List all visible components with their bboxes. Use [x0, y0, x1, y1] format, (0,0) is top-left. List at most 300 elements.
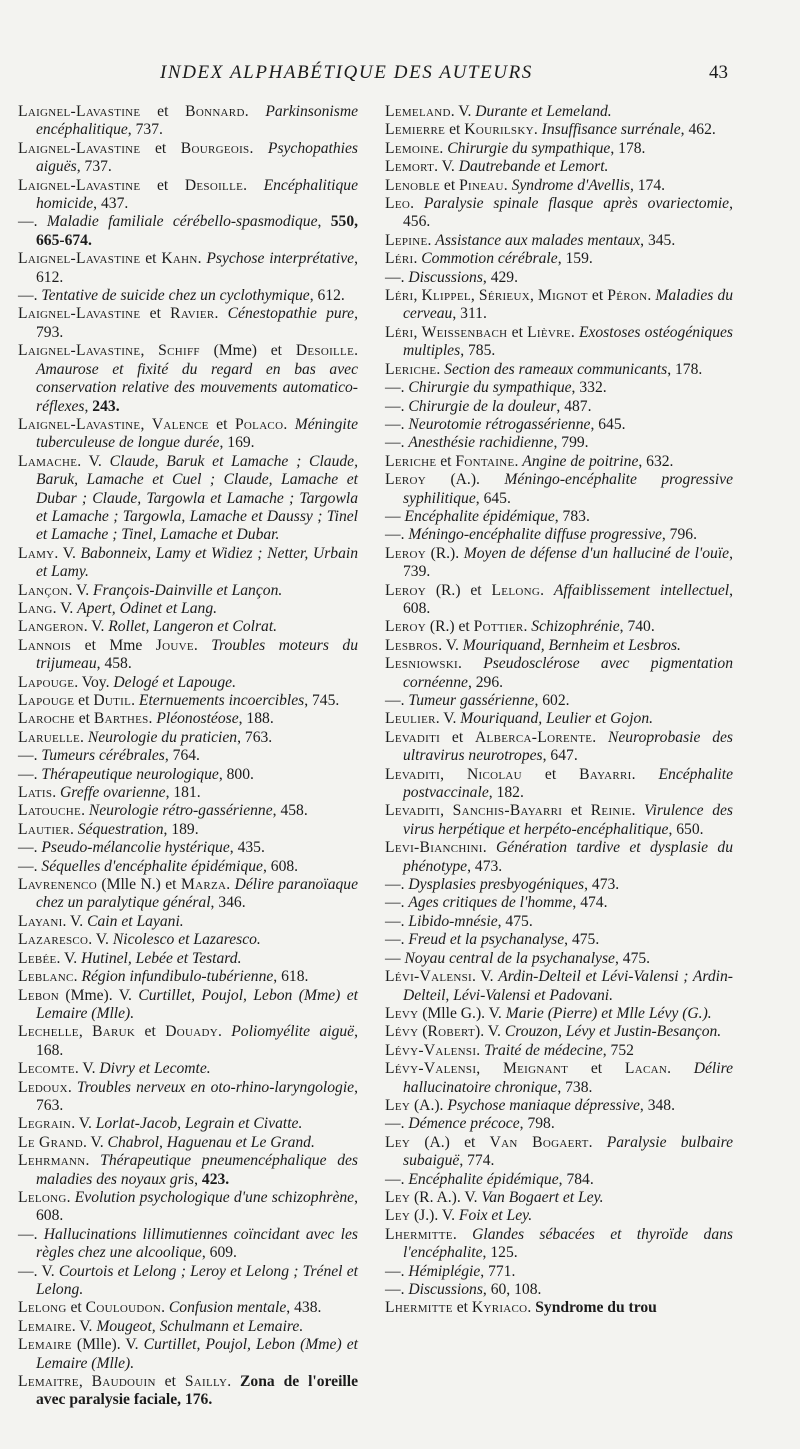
entry-text: .: [217, 1023, 232, 1041]
entry-text: Legrain: [18, 1115, 72, 1133]
index-entry: [385, 839, 733, 876]
entry-text: , 645.: [590, 415, 626, 433]
entry-text: Hallucinations lillimutiennes coïncidant avec les règles chez une alcoolique: [36, 1225, 358, 1262]
entry-text: —.: [18, 287, 42, 305]
entry-text: Amaurose et fixité du regard en bas avec conservation relative des mouvements automatico-réflexes: [36, 360, 358, 415]
index-entry: [18, 913, 358, 931]
index-entry: [385, 177, 733, 195]
entry-text: . V.: [88, 931, 113, 949]
entry-text: , 774.: [459, 1152, 495, 1170]
entry-text: Reinie: [590, 802, 632, 820]
entry-text: ,: [194, 1170, 202, 1188]
entry-text: Chabrol, Haguenau et Le Grand.: [107, 1133, 315, 1151]
entry-text: Dautrebande et Lemort.: [458, 158, 609, 176]
entry-text: —.: [385, 894, 409, 912]
entry-text: . V.: [56, 949, 82, 967]
entry-text: (Mlle N.) et: [96, 876, 181, 894]
entry-text: et: [440, 728, 475, 746]
entry-text: (J.). V.: [410, 1207, 459, 1225]
entry-text: , 311.: [452, 305, 487, 323]
entry-text: . V.: [62, 912, 88, 930]
entry-text: Discussions: [408, 1281, 483, 1298]
index-entry: [18, 821, 358, 839]
index-entry: [18, 747, 358, 765]
entry-text: , 783.: [554, 507, 590, 525]
entry-text: —.: [18, 1225, 44, 1243]
entry-text: Van Bogaert et Ley.: [481, 1188, 604, 1206]
entry-text: Exostoses ostéogéniques multiples: [403, 323, 733, 360]
entry-text: .: [540, 581, 554, 599]
entry-text: , 188.: [238, 710, 274, 728]
entry-text: (R.) et: [425, 581, 492, 599]
entry-text: , 435.: [229, 839, 265, 857]
index-entry: [18, 692, 358, 710]
entry-text: et: [445, 121, 465, 139]
entry-text: et: [208, 415, 235, 433]
entry-text: Marza: [180, 876, 227, 894]
entry-text: Encéphalitique homicide: [36, 176, 358, 213]
entry-text: Lechelle: [18, 1023, 79, 1041]
entry-text: , 632.: [638, 452, 674, 470]
entry-text: —.: [18, 765, 42, 783]
entry-text: et: [155, 1373, 185, 1391]
entry-text: .: [81, 802, 89, 820]
entry-text: —.: [385, 1281, 409, 1298]
entry-text: —.: [385, 1170, 409, 1188]
entry-text: Encéphalite épidémique: [404, 507, 555, 525]
entry-text: , 487.: [556, 397, 592, 415]
entry-text: .: [413, 250, 422, 268]
entry-text: Psychose interprétative: [206, 250, 355, 268]
entry-text: Syndrome du trou: [535, 1299, 657, 1317]
index-entry: [18, 342, 358, 416]
entry-text: Mougeot, Schulmann et Lemaire.: [96, 1317, 304, 1335]
entry-text: et: [140, 176, 185, 194]
index-entry: [385, 416, 733, 434]
index-entry: [385, 434, 733, 452]
entry-text: Libido-mnésie: [408, 912, 498, 930]
entry-text: ,: [440, 802, 453, 820]
entry-text: .: [647, 287, 656, 305]
entry-text: Lhermitte: [385, 1299, 453, 1317]
index-entry: [385, 1226, 733, 1263]
entry-text: .: [631, 802, 645, 820]
entry-text: Angine de poitrine: [522, 452, 639, 470]
entry-text: .: [52, 784, 61, 802]
entry-text: Laruelle: [18, 728, 81, 746]
entry-text: , 346.: [210, 894, 246, 912]
entry-text: Kyriaco: [471, 1299, 528, 1317]
entry-text: Séquelles d'encéphalite épidémique: [41, 857, 263, 875]
index-entry: [385, 545, 733, 582]
index-entry: [385, 950, 733, 968]
index-entry: [385, 269, 733, 287]
entry-text: Virulence des virus herpétique et herpéto-encéphalitique: [403, 802, 733, 838]
entry-text: .: [66, 1188, 75, 1206]
entry-text: , 739.: [403, 544, 733, 581]
entry-text: Noyau central de la psychanalyse: [404, 949, 615, 967]
index-entry: [18, 618, 358, 636]
entry-text: , 745.: [304, 692, 340, 709]
entry-text: Laignel-Lavastine: [18, 415, 141, 433]
entry-text: Psychose maniaque dépressive: [447, 1096, 640, 1114]
entry-text: (Mlle G.). V.: [418, 1004, 506, 1022]
index-entry: [385, 1042, 733, 1060]
index-entry: [18, 582, 358, 600]
index-entry: [385, 140, 733, 158]
entry-text: Mouriquand, Leulier et Gojon.: [460, 710, 654, 728]
entry-text: Dysplasies presbyogéniques: [408, 876, 585, 894]
entry-text: Lévy-Valensi: [385, 1041, 477, 1059]
index-entry: [18, 416, 358, 453]
entry-text: 550, 665-674.: [36, 213, 359, 249]
entry-text: .: [69, 820, 78, 838]
entry-text: Leriche: [385, 452, 437, 470]
index-entry: [385, 1005, 733, 1023]
entry-text: Parkinsonisme encéphalitique: [36, 103, 358, 139]
entry-text: Séquestration: [77, 820, 164, 838]
entry-text: ,: [413, 323, 422, 341]
entry-text: Nicolesco et Lazaresco.: [112, 931, 261, 949]
entry-text: et: [140, 250, 162, 268]
entry-text: , 473.: [584, 876, 620, 894]
index-entry: [385, 195, 733, 232]
entry-text: . V.: [82, 1133, 108, 1151]
entry-text: .: [193, 636, 212, 654]
entry-text: .: [283, 415, 295, 433]
entry-text: .: [570, 323, 579, 341]
index-entry: [385, 324, 733, 361]
index-entry: [385, 1263, 733, 1281]
entry-text: Assistance aux malades mentaux: [435, 231, 641, 249]
entry-text: Laignel-Lavastine: [18, 250, 141, 268]
entry-text: Chirurgie de la douleur: [408, 397, 557, 415]
entry-text: .: [439, 139, 448, 157]
entry-text: Durante et Lemeland.: [475, 103, 612, 120]
index-entry: [18, 987, 358, 1024]
entry-text: Commotion cérébrale: [421, 250, 558, 268]
index-entry: [385, 287, 733, 324]
entry-text: Léri: [385, 250, 414, 268]
entry-text: Latis: [18, 784, 53, 802]
index-entry: [18, 1023, 358, 1060]
index-entry: [18, 950, 358, 968]
entry-text: , 182.: [488, 784, 524, 802]
entry-text: Babonneix, Lamy et Widiez ; Netter, Urbain et Lamy.: [36, 544, 358, 581]
entry-text: , 800.: [218, 765, 254, 783]
right-column: [385, 103, 733, 1318]
entry-text: Chirurgie du sympathique: [447, 139, 611, 157]
entry-text: Hutinel, Lebée et Testard.: [81, 949, 242, 967]
entry-text: Poliomyélite aiguë: [231, 1023, 355, 1041]
entry-text: Encéphalite épidémique: [408, 1170, 559, 1188]
entry-text: , 609.: [201, 1244, 237, 1262]
entry-text: Bonnard: [185, 103, 245, 120]
entry-text: François-Dainville et Lançon.: [93, 581, 283, 599]
entry-text: , 475.: [564, 931, 600, 949]
entry-text: Laignel-Lavastine: [18, 342, 141, 360]
entry-text: Cénestopathie pure: [227, 305, 355, 323]
entry-text: Insuffisance surrénale: [541, 121, 681, 139]
index-entry: [18, 305, 358, 342]
entry-text: .: [226, 876, 235, 894]
entry-text: Lautier: [18, 820, 70, 838]
entry-text: et Mme: [71, 636, 156, 654]
entry-text: Neurologie du praticien: [87, 728, 238, 746]
entry-text: .: [73, 968, 82, 986]
index-entry: [385, 931, 733, 949]
entry-text: , 650.: [668, 820, 704, 838]
entry-text: Levaditi: [385, 765, 441, 783]
entry-text: ,: [529, 287, 538, 305]
entry-text: ,: [317, 213, 331, 231]
entry-text: —.: [385, 1115, 409, 1133]
index-entry: [18, 674, 358, 692]
entry-text: , 785.: [460, 342, 496, 360]
entry-text: Lapouge: [18, 673, 75, 691]
entry-text: , 784.: [558, 1170, 594, 1188]
page-number: 43: [709, 62, 728, 83]
entry-text: .: [667, 1060, 694, 1078]
entry-text: Freud et la psychanalyse: [408, 931, 565, 949]
entry-text: Evolution psychologique d'une schizophrène: [74, 1188, 355, 1206]
entry-text: , 178.: [610, 139, 646, 157]
entry-text: . V.: [435, 710, 461, 728]
entry-text: et: [74, 692, 94, 709]
entry-text: Maladie familiale cérébello-spasmodique: [46, 213, 318, 231]
entry-text: (Mme). V.: [58, 986, 139, 1004]
entry-text: Lannois: [18, 636, 72, 654]
entry-text: Latouche: [18, 802, 82, 820]
entry-text: .: [631, 765, 659, 783]
entry-text: Thérapeutique neurologique: [41, 765, 219, 783]
entry-text: , 169.: [219, 434, 255, 452]
entry-text: Lebon: [18, 986, 59, 1004]
entry-text: Lévi-Valensi: [385, 968, 473, 986]
entry-text: Kourilsky: [464, 121, 534, 139]
entry-text: Lelong: [18, 1188, 67, 1206]
entry-text: . V.: [74, 1060, 100, 1078]
entry-text: Greffe ovarienne: [60, 784, 166, 802]
index-entry: [18, 1226, 358, 1263]
entry-text: —.: [18, 857, 42, 875]
entry-text: Anesthésie rachidienne: [408, 434, 554, 452]
entry-text: , 771.: [480, 1262, 516, 1280]
entry-text: Ley: [385, 1133, 411, 1151]
index-entry: [385, 1299, 733, 1317]
entry-text: , 178.: [667, 360, 703, 378]
entry-text: , 645.: [475, 489, 511, 507]
entry-text: Neuroprobasie des ultravirus neurotropes: [403, 728, 733, 765]
index-entry: [18, 453, 358, 545]
entry-text: , 458.: [96, 655, 132, 673]
entry-text: Ledoux: [18, 1078, 68, 1096]
entry-text: .: [436, 360, 445, 378]
entry-text: Maladies du cerveau: [403, 287, 734, 323]
entry-text: Méningite tuberculeuse de longue durée: [36, 415, 358, 452]
entry-text: , 438.: [286, 1299, 322, 1317]
index-entry: [385, 729, 733, 766]
index-entry: [385, 121, 733, 139]
entry-text: Hémiplégie: [408, 1262, 481, 1280]
entry-text: Mignot: [537, 287, 588, 305]
entry-text: .: [197, 250, 207, 268]
index-entry: [18, 839, 358, 857]
entry-text: , 737.: [76, 158, 112, 176]
entry-text: et: [140, 139, 181, 157]
entry-text: Démence précoce: [408, 1115, 520, 1133]
entry-text: , 608.: [262, 857, 299, 875]
entry-text: Kahn: [161, 250, 198, 268]
index-entry: [385, 471, 733, 508]
left-column: [18, 103, 358, 1410]
entry-text: Ardin-Delteil et Lévi-Valensi ; Ardin-Delteil, Lévi-Valensi et Padovani.: [403, 968, 733, 1004]
entry-text: (R. A.). V.: [410, 1188, 482, 1206]
index-entry: [385, 913, 733, 931]
entry-text: . V.: [52, 599, 78, 617]
entry-text: Lenoble: [385, 176, 441, 194]
entry-text: Lelong: [491, 581, 541, 599]
entry-text: , 345.: [640, 231, 676, 249]
entry-text: Polaco: [234, 415, 284, 433]
index-entry: [18, 1263, 358, 1300]
entry-text: .: [354, 342, 358, 360]
entry-text: .: [458, 655, 484, 673]
entry-text: ,: [476, 1060, 503, 1078]
entry-text: Sanchis-Bayarri: [452, 802, 563, 820]
entry-text: (Mlle). V.: [71, 1336, 144, 1354]
entry-text: Rollet, Langeron et Colrat.: [108, 618, 278, 636]
entry-text: . V.: [77, 452, 110, 470]
entry-text: Curtillet, Poujol, Lebon (Mme) et Lemaire (Mlle).: [36, 1336, 358, 1372]
entry-text: Sailly: [184, 1373, 228, 1391]
index-entry: [18, 802, 358, 820]
index-entry: [18, 1152, 358, 1189]
index-entry: [385, 398, 733, 416]
entry-text: Génération tardive et dysplasie du phénotype: [403, 839, 734, 875]
entry-text: . V.: [54, 544, 81, 562]
entry-text: Lemort: [385, 158, 435, 176]
entry-text: et: [440, 176, 460, 194]
entry-text: Traité de médecine: [484, 1041, 603, 1059]
entry-text: (Mme) et: [199, 342, 296, 360]
entry-text: et: [568, 1060, 625, 1078]
entry-text: , 602.: [534, 692, 570, 709]
entry-text: ,: [470, 287, 479, 305]
entry-text: —: [385, 507, 405, 525]
entry-text: Leroy: [385, 618, 426, 636]
entry-text: (A.).: [410, 1096, 448, 1114]
entry-text: , 618.: [273, 968, 309, 986]
index-entry: [385, 361, 733, 379]
index-entry: [18, 931, 358, 949]
index-entry: [385, 250, 733, 268]
entry-text: , 475.: [614, 949, 651, 967]
entry-text: ,: [78, 1023, 93, 1041]
index-entry: [385, 453, 733, 471]
entry-text: .: [503, 176, 512, 194]
entry-text: Troubles nerveux en oto-rhino-laryngologie: [76, 1078, 355, 1096]
entry-text: et: [507, 323, 528, 341]
entry-text: Klippel: [421, 287, 471, 305]
entry-text: Bourgeois: [180, 139, 250, 157]
entry-text: —.: [385, 434, 409, 452]
entry-text: —.: [385, 876, 409, 894]
index-entry: [18, 1299, 358, 1317]
entry-text: Lorlat-Jacob, Legrain et Civatte.: [95, 1115, 303, 1133]
entry-text: Lhermitte: [385, 1225, 453, 1243]
entry-text: Laroche: [18, 710, 75, 728]
index-entry: [18, 784, 358, 802]
entry-text: —.: [385, 397, 409, 415]
entry-text: , 793.: [36, 305, 359, 341]
entry-text: —.: [385, 1262, 409, 1280]
entry-text: Couloudon: [85, 1299, 162, 1317]
entry-text: Douady: [165, 1023, 218, 1041]
entry-text: et: [135, 1023, 166, 1041]
entry-text: Schizophrénie: [531, 618, 620, 636]
index-entry: [18, 968, 358, 986]
entry-text: Lehrmann: [18, 1152, 86, 1170]
entry-text: Syndrome d'Avellis: [511, 176, 630, 194]
entry-text: Le Grand: [18, 1133, 83, 1151]
entry-text: Desoille: [184, 176, 244, 194]
entry-text: Région infundibulo-tubérienne: [81, 968, 274, 986]
index-entry: [385, 103, 733, 121]
entry-text: Lacan: [624, 1060, 668, 1078]
entry-text: ,: [140, 342, 159, 360]
entry-text: Délire paranoïaque chez un paralytique général: [36, 876, 358, 912]
entry-text: Pseudo-mélancolie hystérique: [41, 839, 230, 857]
index-entry: [385, 526, 733, 544]
entry-text: Lamache: [18, 452, 78, 470]
index-entry: [18, 1318, 358, 1336]
index-entry: [385, 968, 733, 1005]
entry-text: Lévy-Valensi: [385, 1060, 477, 1078]
entry-text: . V.: [71, 1317, 97, 1335]
entry-text: ,: [78, 1373, 92, 1391]
entry-text: (A.).: [425, 471, 505, 489]
entry-text: .: [476, 1041, 485, 1059]
entry-text: . Voy.: [74, 673, 114, 691]
entry-text: —.: [385, 912, 409, 930]
entry-text: 243.: [92, 397, 120, 415]
entry-text: Péron: [607, 287, 648, 305]
entry-text: Barthes: [93, 710, 149, 728]
entry-text: et: [140, 305, 171, 323]
entry-text: Valence: [151, 415, 209, 433]
entry-text: Divry et Lecomte.: [99, 1060, 211, 1078]
entry-text: et: [452, 1299, 472, 1317]
entry-text: , 612.: [36, 250, 358, 286]
entry-text: Baudouin: [91, 1373, 156, 1391]
entry-text: , 752: [602, 1041, 634, 1059]
entry-text: , 168.: [36, 1023, 358, 1059]
entry-text: Laignel-Lavastine: [18, 139, 141, 157]
entry-text: —.: [385, 526, 409, 544]
index-entry: [385, 1023, 733, 1041]
entry-text: , 60, 108.: [482, 1281, 542, 1298]
index-entry: [385, 802, 733, 839]
entry-text: Van Bogaert: [489, 1133, 589, 1151]
entry-text: et: [562, 802, 591, 820]
entry-text: Courtois et Lelong ; Leroy et Lelong ; Trénel et Lelong.: [36, 1262, 358, 1298]
index-entry: [18, 1060, 358, 1078]
entry-text: Troubles moteurs du trijumeau: [36, 636, 358, 673]
entry-text: Lapouge: [18, 692, 75, 709]
entry-text: Meignant: [502, 1060, 569, 1078]
entry-text: .: [244, 103, 266, 120]
